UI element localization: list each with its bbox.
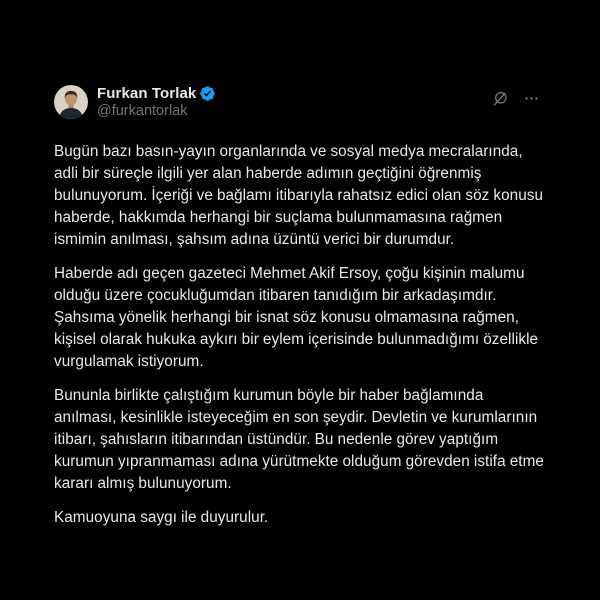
avatar-photo [54,85,88,119]
author-block [97,85,492,120]
grok-icon[interactable] [492,90,509,107]
verified-badge-icon [199,85,216,102]
tweet-header [54,85,548,120]
author-name[interactable]: Furkan Torlak [97,85,197,102]
tweet-paragraph-2: Haberde adı geçen gazeteci Mehmet Akif Ersoy, çoğu kişinin malumu olduğu üzere çocukluğumdan itibaren tanıdığım bir arkadaşımdır. Şahsıma yönelik herhangi bir isnat söz konusu olmamasına rağmen, kişisel olarak hukuka aykırı bir eylem içerisinde bulunmadığımı özellikle vurgulamak istiyorum. [54,265,539,370]
tweet-paragraph-4: Kamuoyuna saygı ile duyurulur. [54,509,269,526]
more-options-icon[interactable] [523,90,540,107]
author-handle[interactable]: @furkantorlak [97,103,188,119]
tweet [54,85,548,529]
avatar[interactable] [54,85,88,119]
header-actions [492,85,548,107]
tweet-paragraph-1: Bugün bazı basın-yayın organlarında ve sosyal medya mecralarında, adli bir süreçle ilgili yer alan haberde adımın geçtiğini öğrenmiş bulunuyorum. İçeriği ve bağlamı itibarıyla rahatsız edici olan söz konusu haberde, hakkımda herhangi bir suçlama bulunmamasına rağmen ismimin anılması, şahsım adına üzüntü verici bir durumdur. [54,143,544,248]
tweet-body [54,141,548,529]
tweet-paragraph-3: Bununla birlikte çalıştığım kurumun böyle bir haber bağlamında anılması, kesinlikle isteyeceğim en son şeydir. Devletin ve kurumlarının itibarı, şahısların itibarından üstündür. Bu nedenle görev yaptığım kurumun yıpranmaması adına yürütmekte olduğum görevden istifa etme kararı almış bulunuyorum. [54,387,544,492]
